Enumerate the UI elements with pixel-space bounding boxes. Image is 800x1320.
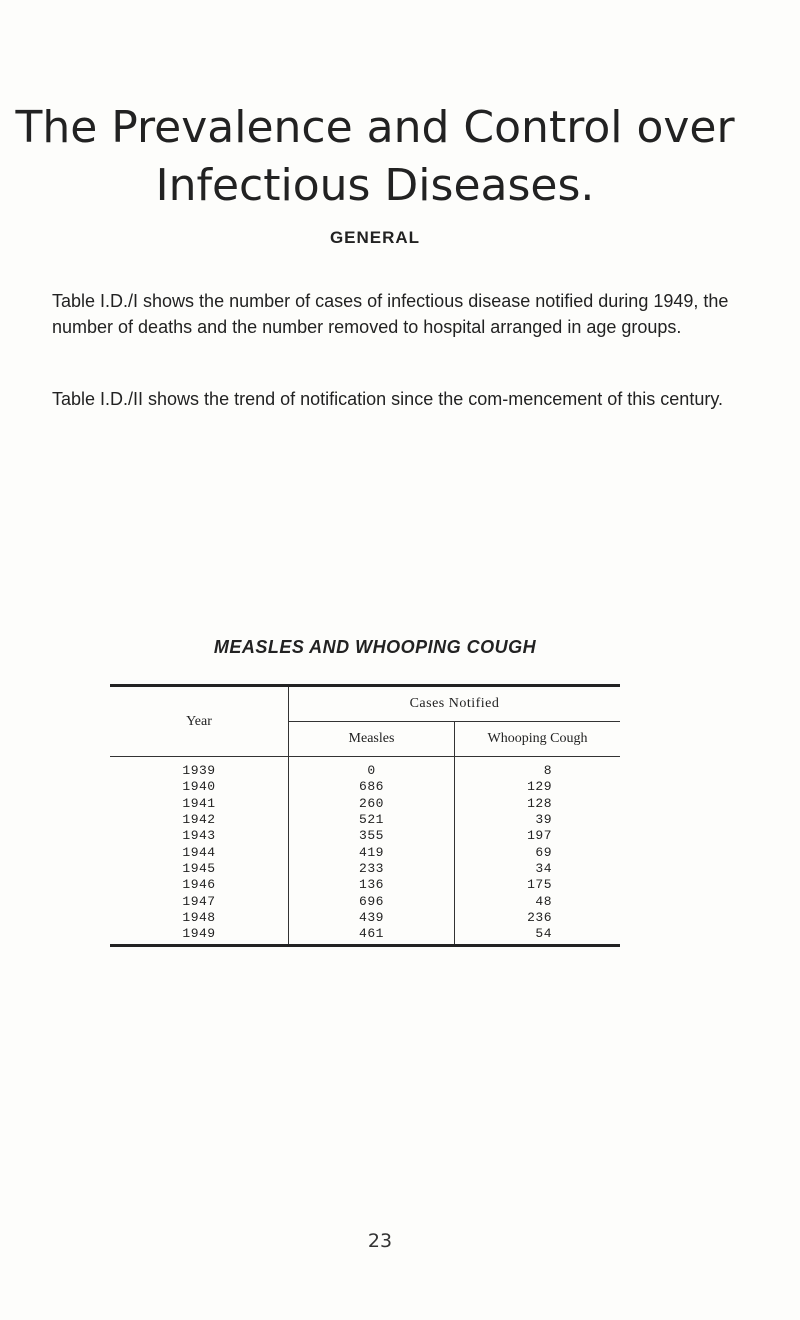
cell-measles: 355 [289, 828, 455, 844]
cell-whooping-cough: 8 [543, 763, 552, 779]
table-row [110, 812, 620, 828]
table-row [110, 844, 620, 860]
cell-whooping-cough: 128 [527, 795, 552, 811]
cell-year: 1947 [110, 893, 289, 909]
cell-year: 1942 [110, 812, 289, 828]
cell-whooping-cough: 175 [527, 877, 552, 893]
cell-measles: 521 [289, 812, 455, 828]
cell-whooping-cough: 48 [535, 893, 552, 909]
cell-whooping-cough: 54 [535, 926, 552, 942]
cell-measles: 260 [289, 796, 455, 812]
table-row [110, 796, 620, 812]
cell-year: 1939 [110, 757, 289, 780]
paragraph-table-id-1: Table I.D./I shows the number of cases of infectious disease notified during 1949, the number of deaths and the number removed to hospital arranged in age groups. [52, 291, 729, 337]
cell-year: 1941 [110, 796, 289, 812]
cell-year: 1944 [110, 844, 289, 860]
header-cases-notified: Cases Notified [289, 686, 621, 722]
cell-whooping-cough: 34 [535, 860, 552, 876]
cell-measles: 136 [289, 877, 455, 893]
table-row [110, 779, 620, 795]
title-line-2: Infectious Diseases. [155, 160, 595, 212]
cell-year: 1943 [110, 828, 289, 844]
cell-whooping-cough: 129 [527, 779, 552, 795]
table-body [110, 757, 620, 946]
cell-year: 1949 [110, 926, 289, 946]
cell-measles: 233 [289, 861, 455, 877]
page-number: 23 [367, 1230, 393, 1252]
page-title [0, 99, 750, 215]
table-row [110, 757, 620, 780]
header-measles: Measles [289, 722, 455, 757]
section-heading: GENERAL [329, 228, 421, 247]
cell-whooping-cough: 197 [527, 828, 552, 844]
table-row [110, 926, 620, 946]
table-row [110, 877, 620, 893]
cell-whooping-cough: 39 [535, 812, 552, 828]
cell-year: 1946 [110, 877, 289, 893]
cell-measles: 686 [289, 779, 455, 795]
table-title: MEASLES AND WHOOPING COUGH [213, 637, 537, 657]
paragraph-table-id-2: Table I.D./II shows the trend of notification since the com-mencement of this century. [52, 389, 723, 409]
cell-year: 1940 [110, 779, 289, 795]
cell-measles: 461 [289, 926, 455, 946]
header-year: Year [110, 686, 289, 757]
notifications-table [110, 684, 620, 947]
cell-year: 1945 [110, 861, 289, 877]
cell-measles: 696 [289, 893, 455, 909]
title-line-1: The Prevalence and Control over [15, 102, 735, 154]
cell-measles: 419 [289, 844, 455, 860]
cell-measles: 439 [289, 910, 455, 926]
table-row [110, 893, 620, 909]
cell-year: 1948 [110, 910, 289, 926]
table-row [110, 828, 620, 844]
cell-measles: 0 [289, 757, 455, 780]
table-row [110, 861, 620, 877]
cell-whooping-cough: 69 [535, 844, 552, 860]
cell-whooping-cough: 236 [527, 909, 552, 925]
header-whooping-cough: Whooping Cough [455, 722, 621, 757]
table-row [110, 910, 620, 926]
